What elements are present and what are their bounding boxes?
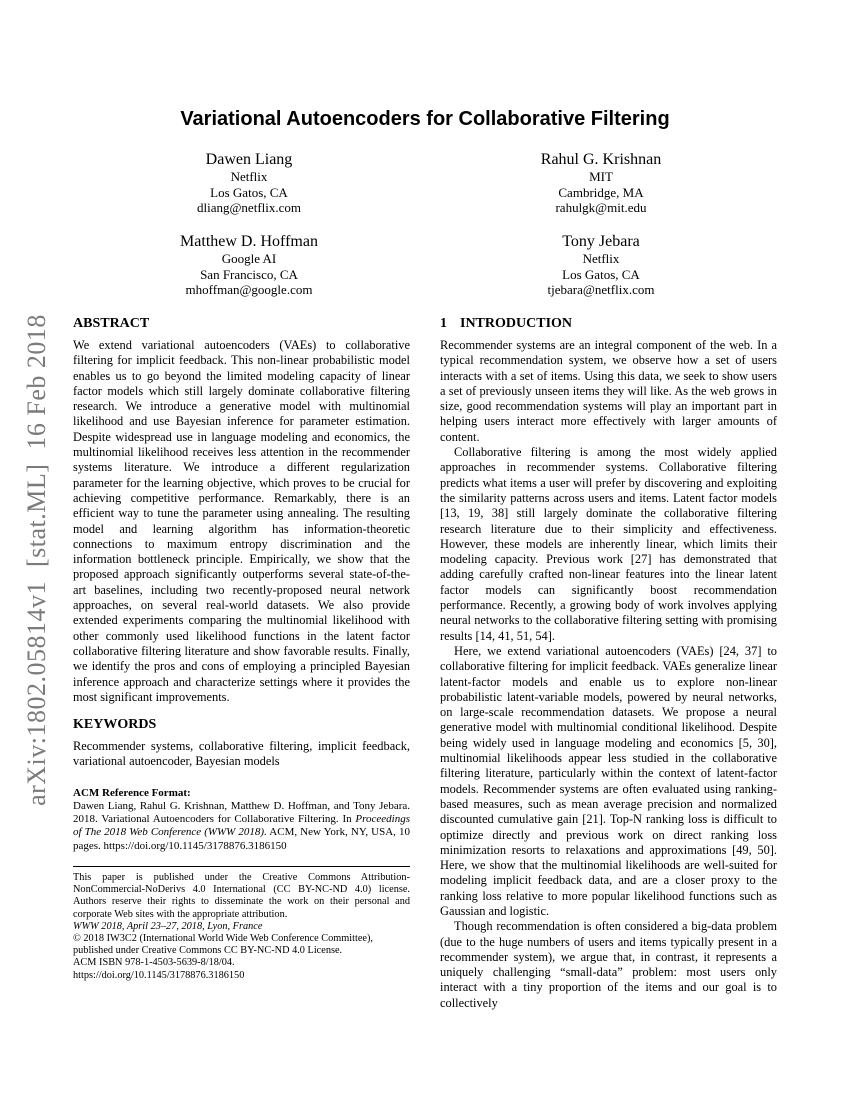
keywords-heading: KEYWORDS: [73, 717, 157, 733]
footnote-doi-link[interactable]: https://doi.org/10.1145/3178876.3186150: [73, 969, 245, 981]
author-affiliation: Netflix: [582, 251, 620, 266]
intro-paragraph-1: Recommender systems are an integral component of the web. In a typical recommendation system, we observe how a set of users interacts with a set of items. Using this data, we seek to show users a set of previously unseen items they will like. As the web grows in size, good recommendation systems will play an important part in helping users interact more effectively with larger amounts of content.: [440, 338, 777, 444]
author-name: Dawen Liang: [205, 151, 293, 168]
author-block-matthew-hoffman: [73, 232, 425, 298]
section-title: INTRODUCTION: [460, 316, 573, 331]
acm-reference-text: [73, 800, 410, 853]
authors-row-2: [73, 232, 777, 298]
author-affiliation: MIT: [589, 169, 613, 184]
acm-reference-heading: ACM Reference Format:: [73, 786, 191, 799]
author-name: Tony Jebara: [562, 233, 640, 250]
author-email: rahulgk@mit.edu: [555, 200, 647, 215]
acm-reference-doi-link[interactable]: https://doi.org/10.1145/3178876.3186150: [103, 839, 287, 852]
intro-paragraph-4: Though recommendation is often considered a big-data problem (due to the huge numbers of users and items typically present in a recommender system), we argue that, in contrast, it represents a uniquely challenging “small-data” problem: most users only interact with a tiny proportion of the items and our goal is to collectively: [440, 919, 777, 1010]
keywords-text: Recommender systems, collaborative filtering, implicit feedback, variational autoencoder, Bayesian models: [73, 739, 410, 769]
intro-paragraph-2: Collaborative filtering is among the most widely applied approaches in recommender systems. Collaborative filtering predicts what items a user will prefer by discovering and exploiting the similarity patterns across users and items. Latent factor models [13, 19, 38] still largely dominate the collaborative filtering research literature due to their simplicity and effectiveness. However, these models are inherently linear, which limits their modeling capacity. Previous work [27] has demonstrated that adding carefully crafted non-linear features into the linear latent factor models can significantly boost recommendation performance. Recently, a growing body of work involves applying neural networks to the collaborative filtering setting with promising results [14, 41, 51, 54].: [440, 445, 777, 643]
author-email: tjebara@netflix.com: [547, 282, 655, 297]
intro-paragraph-3: Here, we extend variational autoencoders (VAEs) [24, 37] to collaborative filtering for implicit feedback. VAEs generalize linear latent-factor models and enable us to explore non-linear probabilistic latent-variable models, powered by neural networks, on large-scale recommendation datasets. We propose a neural generative model with multinomial conditional likelihood. Despite being widely used in language modeling and economics [5, 30], multinomial likelihoods appear less studied in the collaborative filtering literature, particularly within the context of latent-factor models. Recommender systems are often evaluated using ranking-based measures, such as mean average precision and normalized discounted cumulative gain [21]. Top-N ranking loss is difficult to optimize directly and previous work on direct ranking loss minimization resorts to relaxations and approximations [49, 50]. Here, we show that the multinomial likelihoods are well-suited for modeling implicit feedback data, and are a closer proxy to the ranking loss relative to more popular likelihood functions such as Gaussian and logistic.: [440, 643, 777, 918]
section-number: 1: [440, 316, 447, 331]
right-column: [440, 315, 777, 1011]
author-location: Cambridge, MA: [558, 184, 644, 200]
author-affiliation: Netflix: [230, 169, 268, 184]
footnote-divider: [73, 866, 410, 867]
author-email: dliang@netflix.com: [196, 200, 302, 215]
footnote-block: [73, 866, 410, 982]
paper-title: Variational Autoencoders for Collaborative Filtering: [180, 108, 670, 130]
author-location: Los Gatos, CA: [562, 266, 640, 282]
author-location: Los Gatos, CA: [210, 184, 288, 200]
footnote-license: This paper is published under the Creative Commons Attribution-NonCommercial-NoDerivs 4.0 International (CC BY-NC-ND 4.0) license. Authors reserve their rights to disseminate the work on their personal and corporate Web sites with the appropriate attribution.: [73, 872, 410, 920]
author-name: Matthew D. Hoffman: [180, 233, 318, 250]
acm-reference-proceedings: Proceedings of The 2018 Web Conference (WWW 2018).: [73, 813, 410, 839]
left-column: [73, 315, 410, 853]
footnote-copyright: © 2018 IW3C2 (International World Wide Web Conference Committee), published under Creative Commons CC BY-NC-ND 4.0 License.: [73, 933, 373, 957]
acm-reference-publisher: ACM, New York, NY, USA, 10 pages.: [73, 826, 410, 852]
author-name: Rahul G. Krishnan: [540, 151, 662, 168]
introduction-heading: [440, 315, 777, 332]
footnote-venue: WWW 2018, April 23–27, 2018, Lyon, France: [73, 920, 263, 932]
author-block-tony-jebara: [425, 232, 777, 298]
abstract-text: We extend variational autoencoders (VAEs) to collaborative filtering for implicit feedback. This non-linear probabilistic model enables us to go beyond the limited modeling capacity of linear factor models which still largely dominate collaborative filtering research. We introduce a generative model with multinomial likelihood and use Bayesian inference for parameter estimation. Despite widespread use in language modeling and economics, the multinomial likelihood receives less attention in the recommender systems literature. We introduce a different regularization parameter for the learning objective, which proves to be crucial for achieving competitive performance. Remarkably, there is an efficient way to tune the parameter using annealing. The resulting model and learning algorithm has information-theoretic connections to maximum entropy discrimination and the information bottleneck principle. Empirically, we show that the proposed approach significantly outperforms several state-of-the-art baselines, including two recently-proposed neural network approaches, on several real-world datasets. We also provide extended experiments comparing the multinomial likelihood with other commonly used likelihood functions in the latent factor collaborative filtering literature and show favorable results. Finally, we identify the pros and cons of employing a principled Bayesian inference approach and characterize settings where it provides the most significant improvements.: [73, 338, 410, 704]
author-email: mhoffman@google.com: [185, 282, 313, 297]
author-block-dawen-liang: [73, 150, 425, 216]
abstract-heading: ABSTRACT: [73, 316, 150, 331]
arxiv-watermark: arXiv:1802.05814v1 [stat.ML] 16 Feb 2018: [22, 314, 51, 806]
author-affiliation: Google AI: [221, 251, 277, 266]
acm-reference-citation: Dawen Liang, Rahul G. Krishnan, Matthew D. Hoffman, and Tony Jebara. 2018. Variational Autoencoders for Collaborative Filtering. In: [73, 799, 410, 826]
author-block-rahul-krishnan: [425, 150, 777, 216]
authors-row-1: [73, 150, 777, 216]
footnote-isbn: ACM ISBN 978-1-4503-5639-8/18/04.: [73, 957, 235, 969]
author-location: San Francisco, CA: [200, 266, 298, 282]
